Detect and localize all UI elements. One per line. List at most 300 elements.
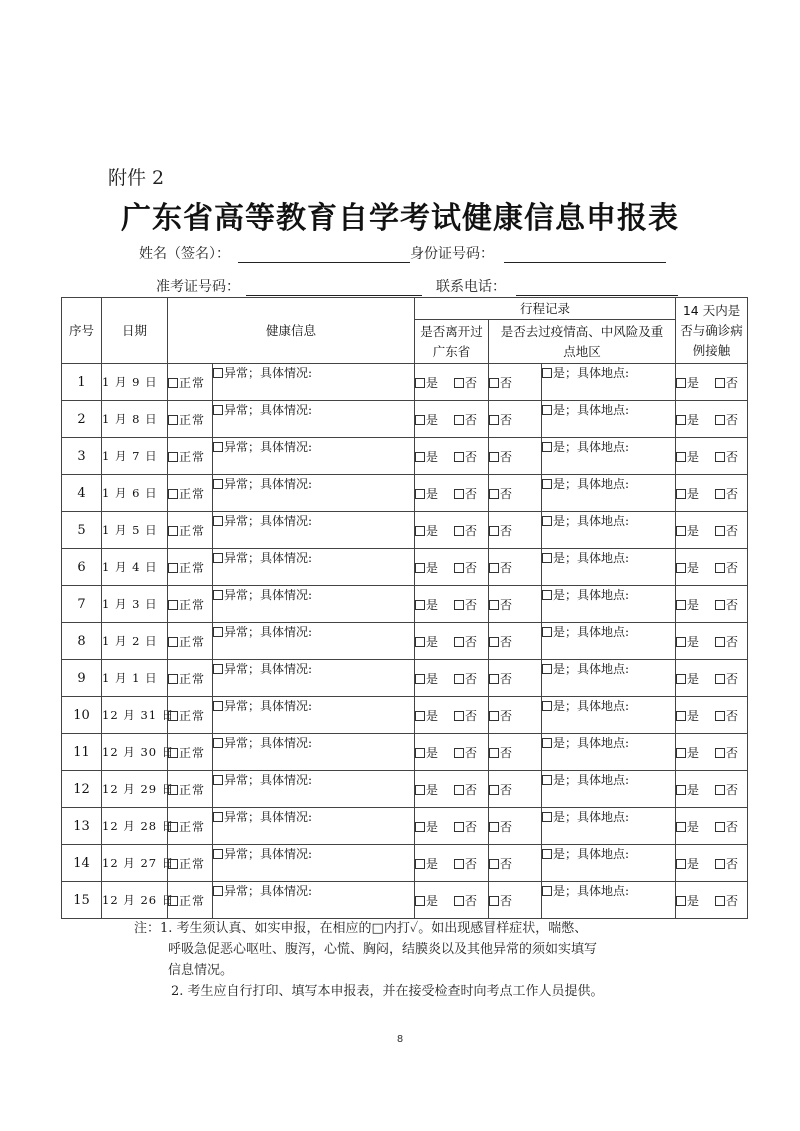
no-label: 否 xyxy=(500,745,513,760)
contact-yes-checkbox[interactable] xyxy=(676,896,686,906)
health-normal-option[interactable] xyxy=(168,438,213,475)
risk-area-yes-checkbox[interactable] xyxy=(542,479,552,489)
yes-label: 是 xyxy=(426,560,439,575)
risk-area-yes-checkbox[interactable] xyxy=(542,849,552,859)
left-province-no-checkbox[interactable] xyxy=(454,748,464,758)
no-label: 否 xyxy=(726,375,739,390)
row-date: 12 月 26 日 xyxy=(102,882,168,919)
abnormal-label: 异常；具体情况: xyxy=(224,477,313,491)
abnormal-checkbox[interactable] xyxy=(213,849,223,859)
row-date: 1 月 2 日 xyxy=(102,623,168,660)
risk-area-no-checkbox[interactable] xyxy=(489,452,499,462)
left-province-no-checkbox[interactable] xyxy=(454,415,464,425)
abnormal-checkbox[interactable] xyxy=(213,812,223,822)
normal-label: 正常 xyxy=(179,449,206,464)
risk-area-yes-checkbox[interactable] xyxy=(542,516,552,526)
contact-yes-checkbox[interactable] xyxy=(676,452,686,462)
contact-no-checkbox[interactable] xyxy=(715,600,725,610)
risk-area-yes-option[interactable] xyxy=(542,734,676,771)
phone-field[interactable] xyxy=(516,279,678,296)
risk-area-yes-checkbox[interactable] xyxy=(542,775,552,785)
normal-checkbox[interactable] xyxy=(168,822,178,832)
left-province-no-checkbox[interactable] xyxy=(454,489,464,499)
left-province-yes-checkbox[interactable] xyxy=(415,859,425,869)
risk-area-no-checkbox[interactable] xyxy=(489,859,499,869)
contact-no-checkbox[interactable] xyxy=(715,748,725,758)
health-abnormal-option[interactable] xyxy=(213,401,415,438)
left-province-no-checkbox[interactable] xyxy=(454,600,464,610)
health-normal-option[interactable] xyxy=(168,771,213,808)
page-number: 8 xyxy=(396,1034,404,1045)
health-abnormal-option[interactable] xyxy=(213,586,415,623)
risk-area-yes-option[interactable] xyxy=(542,549,676,586)
risk-area-yes-checkbox[interactable] xyxy=(542,627,552,637)
yes-label: 是 xyxy=(426,375,439,390)
contact-yes-checkbox[interactable] xyxy=(676,785,686,795)
no-label: 否 xyxy=(465,893,478,908)
left-province-options xyxy=(415,697,489,734)
left-province-no-checkbox[interactable] xyxy=(454,859,464,869)
risk-area-yes-checkbox[interactable] xyxy=(542,590,552,600)
risk-area-no-option[interactable] xyxy=(489,475,542,512)
abnormal-checkbox[interactable] xyxy=(213,701,223,711)
left-province-yes-checkbox[interactable] xyxy=(415,563,425,573)
no-label: 否 xyxy=(726,634,739,649)
left-province-yes-checkbox[interactable] xyxy=(415,822,425,832)
risk-area-no-checkbox[interactable] xyxy=(489,785,499,795)
contact-no-checkbox[interactable] xyxy=(715,526,725,536)
left-province-no-checkbox[interactable] xyxy=(454,563,464,573)
abnormal-checkbox[interactable] xyxy=(213,886,223,896)
header-date: 日期 xyxy=(102,298,168,364)
normal-checkbox[interactable] xyxy=(168,859,178,869)
health-normal-option[interactable] xyxy=(168,586,213,623)
yes-label: 是 xyxy=(426,893,439,908)
risk-area-yes-checkbox[interactable] xyxy=(542,553,552,563)
yes-place-label: 是；具体地点: xyxy=(553,366,630,380)
normal-checkbox[interactable] xyxy=(168,415,178,425)
contact-no-checkbox[interactable] xyxy=(715,489,725,499)
abnormal-checkbox[interactable] xyxy=(213,590,223,600)
contact-yes-checkbox[interactable] xyxy=(676,415,686,425)
risk-area-no-checkbox[interactable] xyxy=(489,896,499,906)
health-abnormal-option[interactable] xyxy=(213,845,415,882)
left-province-yes-checkbox[interactable] xyxy=(415,896,425,906)
contact-no-checkbox[interactable] xyxy=(715,822,725,832)
risk-area-yes-option[interactable] xyxy=(542,808,676,845)
risk-area-yes-option[interactable] xyxy=(542,623,676,660)
health-normal-option[interactable] xyxy=(168,623,213,660)
normal-checkbox[interactable] xyxy=(168,896,178,906)
yes-place-label: 是；具体地点: xyxy=(553,884,630,898)
normal-checkbox[interactable] xyxy=(168,637,178,647)
risk-area-no-option[interactable] xyxy=(489,623,542,660)
health-abnormal-option[interactable] xyxy=(213,475,415,512)
name-field[interactable] xyxy=(238,246,410,263)
contact-options xyxy=(676,438,748,475)
row-date: 12 月 27 日 xyxy=(102,845,168,882)
left-province-no-checkbox[interactable] xyxy=(454,711,464,721)
left-province-options xyxy=(415,438,489,475)
risk-area-yes-checkbox[interactable] xyxy=(542,701,552,711)
contact-options xyxy=(676,734,748,771)
risk-area-yes-checkbox[interactable] xyxy=(542,368,552,378)
health-normal-option[interactable] xyxy=(168,734,213,771)
yes-place-label: 是；具体地点: xyxy=(553,403,630,417)
no-label: 否 xyxy=(465,597,478,612)
contact-no-checkbox[interactable] xyxy=(715,674,725,684)
risk-area-yes-checkbox[interactable] xyxy=(542,812,552,822)
row-index: 1 xyxy=(62,364,102,401)
no-label: 否 xyxy=(500,412,513,427)
abnormal-checkbox[interactable] xyxy=(213,627,223,637)
risk-area-no-checkbox[interactable] xyxy=(489,822,499,832)
left-province-no-checkbox[interactable] xyxy=(454,785,464,795)
health-normal-option[interactable] xyxy=(168,364,213,401)
abnormal-label: 异常；具体情况: xyxy=(224,403,313,417)
yes-label: 是 xyxy=(687,782,700,797)
contact-no-checkbox[interactable] xyxy=(715,452,725,462)
health-normal-option[interactable] xyxy=(168,697,213,734)
row-date: 12 月 29 日 xyxy=(102,771,168,808)
yes-label: 是 xyxy=(687,708,700,723)
no-label: 否 xyxy=(500,671,513,686)
left-province-no-checkbox[interactable] xyxy=(454,526,464,536)
contact-yes-checkbox[interactable] xyxy=(676,637,686,647)
no-label: 否 xyxy=(500,597,513,612)
risk-area-yes-option[interactable] xyxy=(542,438,676,475)
health-declaration-table xyxy=(61,297,748,919)
yes-place-label: 是；具体地点: xyxy=(553,440,630,454)
abnormal-label: 异常；具体情况: xyxy=(224,884,313,898)
row-date: 1 月 4 日 xyxy=(102,549,168,586)
contact-yes-checkbox[interactable] xyxy=(676,859,686,869)
no-label: 否 xyxy=(500,819,513,834)
health-abnormal-option[interactable] xyxy=(213,623,415,660)
normal-label: 正常 xyxy=(179,671,206,686)
risk-area-no-checkbox[interactable] xyxy=(489,415,499,425)
contact-no-checkbox[interactable] xyxy=(715,896,725,906)
normal-label: 正常 xyxy=(179,893,206,908)
notes-prefix: 注： xyxy=(134,921,161,936)
risk-area-yes-option[interactable] xyxy=(542,771,676,808)
normal-checkbox[interactable] xyxy=(168,526,178,536)
left-province-no-checkbox[interactable] xyxy=(454,822,464,832)
no-label: 否 xyxy=(500,375,513,390)
contact-no-checkbox[interactable] xyxy=(715,378,725,388)
yes-place-label: 是；具体地点: xyxy=(553,699,630,713)
health-abnormal-option[interactable] xyxy=(213,438,415,475)
risk-area-no-option[interactable] xyxy=(489,549,542,586)
row-index: 9 xyxy=(62,660,102,697)
health-normal-option[interactable] xyxy=(168,808,213,845)
left-province-options xyxy=(415,660,489,697)
note-1-line-3: 信息情况。 xyxy=(168,963,234,978)
health-normal-option[interactable] xyxy=(168,512,213,549)
row-index: 11 xyxy=(62,734,102,771)
normal-checkbox[interactable] xyxy=(168,489,178,499)
risk-area-no-option[interactable] xyxy=(489,586,542,623)
abnormal-label: 异常；具体情况: xyxy=(224,773,313,787)
abnormal-checkbox[interactable] xyxy=(213,368,223,378)
yes-label: 是 xyxy=(426,819,439,834)
risk-area-no-checkbox[interactable] xyxy=(489,526,499,536)
left-province-options xyxy=(415,771,489,808)
left-province-yes-checkbox[interactable] xyxy=(415,489,425,499)
table-row xyxy=(62,512,748,549)
risk-area-yes-option[interactable] xyxy=(542,512,676,549)
contact-yes-checkbox[interactable] xyxy=(676,526,686,536)
normal-checkbox[interactable] xyxy=(168,785,178,795)
risk-area-no-option[interactable] xyxy=(489,438,542,475)
risk-area-no-checkbox[interactable] xyxy=(489,378,499,388)
normal-checkbox[interactable] xyxy=(168,674,178,684)
no-label: 否 xyxy=(465,486,478,501)
yes-label: 是 xyxy=(426,782,439,797)
contact-yes-checkbox[interactable] xyxy=(676,748,686,758)
health-abnormal-option[interactable] xyxy=(213,771,415,808)
health-abnormal-option[interactable] xyxy=(213,660,415,697)
no-label: 否 xyxy=(726,486,739,501)
abnormal-checkbox[interactable] xyxy=(213,775,223,785)
risk-area-yes-checkbox[interactable] xyxy=(542,738,552,748)
yes-label: 是 xyxy=(426,671,439,686)
no-label: 否 xyxy=(500,856,513,871)
row-index: 3 xyxy=(62,438,102,475)
form-title: 广东省高等教育自学考试健康信息申报表 xyxy=(121,201,679,236)
left-province-yes-checkbox[interactable] xyxy=(415,637,425,647)
no-label: 否 xyxy=(726,819,739,834)
risk-area-no-option[interactable] xyxy=(489,808,542,845)
risk-area-yes-option[interactable] xyxy=(542,697,676,734)
row-date: 12 月 31 日 xyxy=(102,697,168,734)
contact-no-checkbox[interactable] xyxy=(715,637,725,647)
risk-area-yes-option[interactable] xyxy=(542,882,676,919)
left-province-yes-checkbox[interactable] xyxy=(415,785,425,795)
left-province-yes-checkbox[interactable] xyxy=(415,452,425,462)
risk-area-no-option[interactable] xyxy=(489,364,542,401)
health-normal-option[interactable] xyxy=(168,401,213,438)
yes-label: 是 xyxy=(687,560,700,575)
row-index: 2 xyxy=(62,401,102,438)
health-normal-option[interactable] xyxy=(168,882,213,919)
risk-area-no-checkbox[interactable] xyxy=(489,489,499,499)
yes-label: 是 xyxy=(687,893,700,908)
table-row xyxy=(62,882,748,919)
yes-place-label: 是；具体地点: xyxy=(553,736,630,750)
contact-no-checkbox[interactable] xyxy=(715,859,725,869)
abnormal-checkbox[interactable] xyxy=(213,442,223,452)
left-province-no-checkbox[interactable] xyxy=(454,674,464,684)
risk-area-no-checkbox[interactable] xyxy=(489,637,499,647)
no-label: 否 xyxy=(465,560,478,575)
normal-label: 正常 xyxy=(179,523,206,538)
no-label: 否 xyxy=(465,412,478,427)
row-index: 5 xyxy=(62,512,102,549)
no-label: 否 xyxy=(465,819,478,834)
health-abnormal-option[interactable] xyxy=(213,549,415,586)
row-date: 1 月 5 日 xyxy=(102,512,168,549)
risk-area-no-checkbox[interactable] xyxy=(489,748,499,758)
table-row xyxy=(62,845,748,882)
risk-area-no-option[interactable] xyxy=(489,845,542,882)
yes-place-label: 是；具体地点: xyxy=(553,625,630,639)
contact-options xyxy=(676,401,748,438)
health-abnormal-option[interactable] xyxy=(213,882,415,919)
table-row xyxy=(62,697,748,734)
yes-place-label: 是；具体地点: xyxy=(553,588,630,602)
no-label: 否 xyxy=(726,745,739,760)
abnormal-label: 异常；具体情况: xyxy=(224,625,313,639)
left-province-yes-checkbox[interactable] xyxy=(415,748,425,758)
risk-area-no-checkbox[interactable] xyxy=(489,711,499,721)
abnormal-checkbox[interactable] xyxy=(213,479,223,489)
normal-checkbox[interactable] xyxy=(168,711,178,721)
row-index: 4 xyxy=(62,475,102,512)
left-province-yes-checkbox[interactable] xyxy=(415,600,425,610)
risk-area-yes-option[interactable] xyxy=(542,364,676,401)
risk-area-yes-checkbox[interactable] xyxy=(542,405,552,415)
normal-checkbox[interactable] xyxy=(168,748,178,758)
left-province-no-checkbox[interactable] xyxy=(454,637,464,647)
abnormal-label: 异常；具体情况: xyxy=(224,810,313,824)
health-abnormal-option[interactable] xyxy=(213,734,415,771)
risk-area-no-checkbox[interactable] xyxy=(489,674,499,684)
health-normal-option[interactable] xyxy=(168,475,213,512)
no-label: 否 xyxy=(465,782,478,797)
abnormal-label: 异常；具体情况: xyxy=(224,514,313,528)
health-normal-option[interactable] xyxy=(168,845,213,882)
contact-no-checkbox[interactable] xyxy=(715,563,725,573)
left-province-no-checkbox[interactable] xyxy=(454,378,464,388)
risk-area-no-option[interactable] xyxy=(489,882,542,919)
exam-phone-row xyxy=(156,276,678,296)
normal-checkbox[interactable] xyxy=(168,452,178,462)
row-index: 12 xyxy=(62,771,102,808)
yes-label: 是 xyxy=(426,856,439,871)
no-label: 否 xyxy=(465,523,478,538)
table-row xyxy=(62,438,748,475)
contact-options xyxy=(676,549,748,586)
risk-area-no-option[interactable] xyxy=(489,771,542,808)
row-date: 1 月 7 日 xyxy=(102,438,168,475)
yes-label: 是 xyxy=(687,486,700,501)
normal-checkbox[interactable] xyxy=(168,600,178,610)
yes-label: 是 xyxy=(426,634,439,649)
risk-area-yes-checkbox[interactable] xyxy=(542,886,552,896)
id-number-label: 身份证号码： xyxy=(410,246,494,262)
abnormal-checkbox[interactable] xyxy=(213,553,223,563)
risk-area-no-checkbox[interactable] xyxy=(489,600,499,610)
contact-no-checkbox[interactable] xyxy=(715,785,725,795)
abnormal-label: 异常；具体情况: xyxy=(224,588,313,602)
risk-area-no-option[interactable] xyxy=(489,697,542,734)
risk-area-no-option[interactable] xyxy=(489,660,542,697)
table-row xyxy=(62,549,748,586)
yes-label: 是 xyxy=(426,745,439,760)
health-abnormal-option[interactable] xyxy=(213,697,415,734)
risk-area-yes-option[interactable] xyxy=(542,475,676,512)
health-abnormal-option[interactable] xyxy=(213,808,415,845)
risk-area-no-option[interactable] xyxy=(489,734,542,771)
health-abnormal-option[interactable] xyxy=(213,364,415,401)
risk-area-yes-option[interactable] xyxy=(542,660,676,697)
contact-yes-checkbox[interactable] xyxy=(676,674,686,684)
left-province-yes-checkbox[interactable] xyxy=(415,674,425,684)
risk-area-yes-option[interactable] xyxy=(542,845,676,882)
health-normal-option[interactable] xyxy=(168,549,213,586)
yes-label: 是 xyxy=(426,523,439,538)
contact-yes-checkbox[interactable] xyxy=(676,600,686,610)
no-label: 否 xyxy=(726,782,739,797)
phone-label: 联系电话： xyxy=(436,279,506,295)
left-province-yes-checkbox[interactable] xyxy=(415,415,425,425)
contact-options xyxy=(676,697,748,734)
left-province-yes-checkbox[interactable] xyxy=(415,711,425,721)
no-label: 否 xyxy=(500,634,513,649)
contact-yes-checkbox[interactable] xyxy=(676,711,686,721)
health-normal-option[interactable] xyxy=(168,660,213,697)
no-label: 否 xyxy=(500,560,513,575)
left-province-options xyxy=(415,623,489,660)
header-travel: 行程记录 xyxy=(415,298,676,320)
row-date: 12 月 28 日 xyxy=(102,808,168,845)
contact-yes-checkbox[interactable] xyxy=(676,563,686,573)
id-number-field[interactable] xyxy=(504,246,666,263)
risk-area-yes-checkbox[interactable] xyxy=(542,442,552,452)
contact-no-checkbox[interactable] xyxy=(715,711,725,721)
risk-area-yes-checkbox[interactable] xyxy=(542,664,552,674)
no-label: 否 xyxy=(465,449,478,464)
risk-area-yes-option[interactable] xyxy=(542,586,676,623)
normal-checkbox[interactable] xyxy=(168,563,178,573)
abnormal-label: 异常；具体情况: xyxy=(224,847,313,861)
left-province-yes-checkbox[interactable] xyxy=(415,526,425,536)
contact-yes-checkbox[interactable] xyxy=(676,378,686,388)
left-province-no-checkbox[interactable] xyxy=(454,452,464,462)
table-row xyxy=(62,586,748,623)
exam-number-field[interactable] xyxy=(246,279,422,296)
left-province-yes-checkbox[interactable] xyxy=(415,378,425,388)
contact-no-checkbox[interactable] xyxy=(715,415,725,425)
risk-area-no-checkbox[interactable] xyxy=(489,563,499,573)
normal-checkbox[interactable] xyxy=(168,378,178,388)
risk-area-no-option[interactable] xyxy=(489,401,542,438)
no-label: 否 xyxy=(500,782,513,797)
abnormal-checkbox[interactable] xyxy=(213,664,223,674)
health-abnormal-option[interactable] xyxy=(213,512,415,549)
yes-place-label: 是；具体地点: xyxy=(553,514,630,528)
left-province-options xyxy=(415,586,489,623)
abnormal-label: 异常；具体情况: xyxy=(224,662,313,676)
left-province-no-checkbox[interactable] xyxy=(454,896,464,906)
yes-label: 是 xyxy=(687,375,700,390)
contact-options xyxy=(676,475,748,512)
risk-area-yes-option[interactable] xyxy=(542,401,676,438)
no-label: 否 xyxy=(465,671,478,686)
abnormal-checkbox[interactable] xyxy=(213,738,223,748)
no-label: 否 xyxy=(726,597,739,612)
row-date: 1 月 3 日 xyxy=(102,586,168,623)
contact-yes-checkbox[interactable] xyxy=(676,489,686,499)
risk-area-no-option[interactable] xyxy=(489,512,542,549)
abnormal-checkbox[interactable] xyxy=(213,405,223,415)
contact-yes-checkbox[interactable] xyxy=(676,822,686,832)
no-label: 否 xyxy=(500,449,513,464)
yes-label: 是 xyxy=(687,671,700,686)
abnormal-checkbox[interactable] xyxy=(213,516,223,526)
normal-label: 正常 xyxy=(179,375,206,390)
